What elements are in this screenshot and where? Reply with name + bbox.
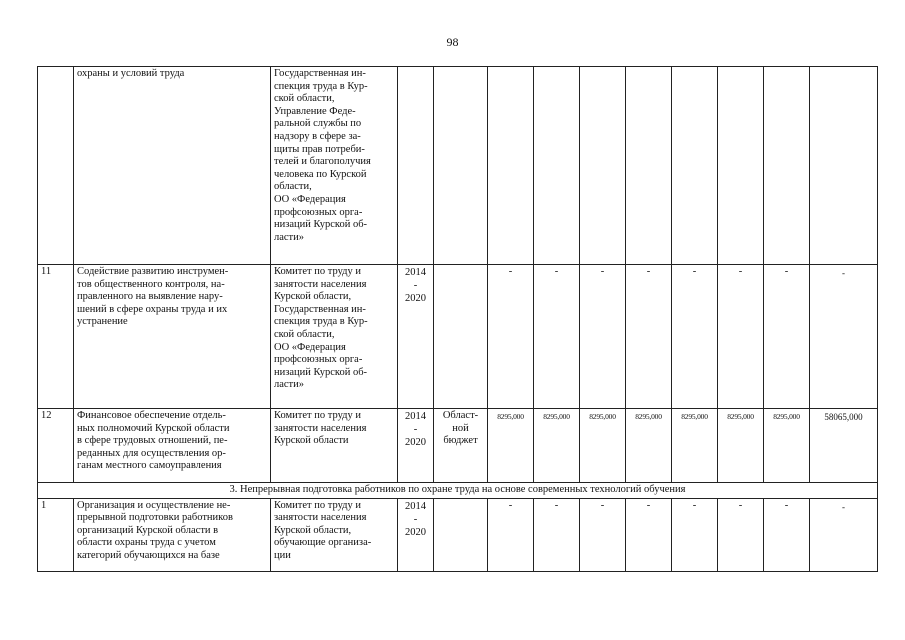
value-2014 xyxy=(488,67,534,265)
section-row xyxy=(38,483,878,499)
value-2014: - xyxy=(488,265,534,409)
value-total: - xyxy=(810,265,878,409)
value-2014: - xyxy=(488,498,534,571)
table-row xyxy=(38,265,878,409)
value-2018 xyxy=(672,67,718,265)
period-start: 2014 xyxy=(405,411,426,422)
value-2015 xyxy=(534,67,580,265)
period-separator: - xyxy=(413,424,418,435)
value-2018: 8295,000 xyxy=(672,409,718,483)
table-row xyxy=(38,498,878,571)
funding-source xyxy=(434,265,488,409)
period-start: 2014 xyxy=(405,500,426,512)
row-number: 12 xyxy=(38,409,74,483)
value-2020: 8295,000 xyxy=(764,409,810,483)
executor: Государственная ин- спекция труда в Кур- ской области, Управление Феде- ральной службы по надзору в сфере за- щиты прав потреби- телей и благополучия человека по Курской области, ОО «Федерация профсоюзных орга- низаций Курской об- ласти» xyxy=(271,67,398,265)
value-2017: - xyxy=(626,498,672,571)
value-2016: 8295,000 xyxy=(580,409,626,483)
value-total: 58065,000 xyxy=(810,409,878,483)
executor: Комитет по труду и занятости населения Курской области xyxy=(271,409,398,483)
activity-name: Содействие развитию инструмен- тов общественного контроля, на- правленного на выявление нару- шений в сфере охраны труда и их устранение xyxy=(74,265,271,409)
period xyxy=(398,498,434,571)
value-2019: - xyxy=(718,498,764,571)
activity-name: охраны и условий труда xyxy=(74,67,271,265)
section-title: 3. Непрерывная подготовка работников по охране труда на основе современных технологий обучения xyxy=(38,483,878,499)
value-total: - xyxy=(810,498,878,571)
value-2018: - xyxy=(672,498,718,571)
value-2020 xyxy=(764,67,810,265)
page-number: 98 xyxy=(446,35,459,49)
value-2015: 8295,000 xyxy=(534,409,580,483)
period-separator: - xyxy=(413,280,418,291)
value-2015: - xyxy=(534,265,580,409)
row-number: 1 xyxy=(38,498,74,571)
period-separator: - xyxy=(413,513,418,525)
period xyxy=(398,265,434,409)
row-number xyxy=(38,67,74,265)
value-2017: 8295,000 xyxy=(626,409,672,483)
value-2014: 8295,000 xyxy=(488,409,534,483)
period-end: 2020 xyxy=(405,526,426,538)
value-2018: - xyxy=(672,265,718,409)
executor: Комитет по труду и занятости населения Курской области, Государственная ин- спекция труда в Кур- ской области, ОО «Федерация профсоюзных орга- низаций Курской об- ласти» xyxy=(271,265,398,409)
value-2020: - xyxy=(764,265,810,409)
table-row xyxy=(38,409,878,483)
row-number: 11 xyxy=(38,265,74,409)
value-2016: - xyxy=(580,265,626,409)
value-2016 xyxy=(580,67,626,265)
table-row xyxy=(38,67,878,265)
executor: Комитет по труду и занятости населения Курской области, обучающие организа- ции xyxy=(271,498,398,571)
period xyxy=(398,67,434,265)
activity-name: Финансовое обеспечение отдель- ных полномочий Курской области в сфере трудовых отношений, пе- реданных для осуществления ор- ганам местного самоуправления xyxy=(74,409,271,483)
value-2015: - xyxy=(534,498,580,571)
value-2019: 8295,000 xyxy=(718,409,764,483)
period-end: 2020 xyxy=(405,293,426,304)
value-2020: - xyxy=(764,498,810,571)
period-end: 2020 xyxy=(405,437,426,448)
value-2016: - xyxy=(580,498,626,571)
period-start: 2014 xyxy=(405,267,426,278)
funding-source xyxy=(434,498,488,571)
funding-source: Област- ной бюджет xyxy=(434,409,488,483)
value-2019: - xyxy=(718,265,764,409)
program-activities-table xyxy=(37,66,878,572)
activity-name: Организация и осуществление не- прерывной подготовки работников организаций Курской области в области охраны труда с учетом категорий обучающихся на базе xyxy=(74,498,271,571)
value-2017 xyxy=(626,67,672,265)
period xyxy=(398,409,434,483)
value-2019 xyxy=(718,67,764,265)
funding-source xyxy=(434,67,488,265)
value-2017: - xyxy=(626,265,672,409)
value-total xyxy=(810,67,878,265)
